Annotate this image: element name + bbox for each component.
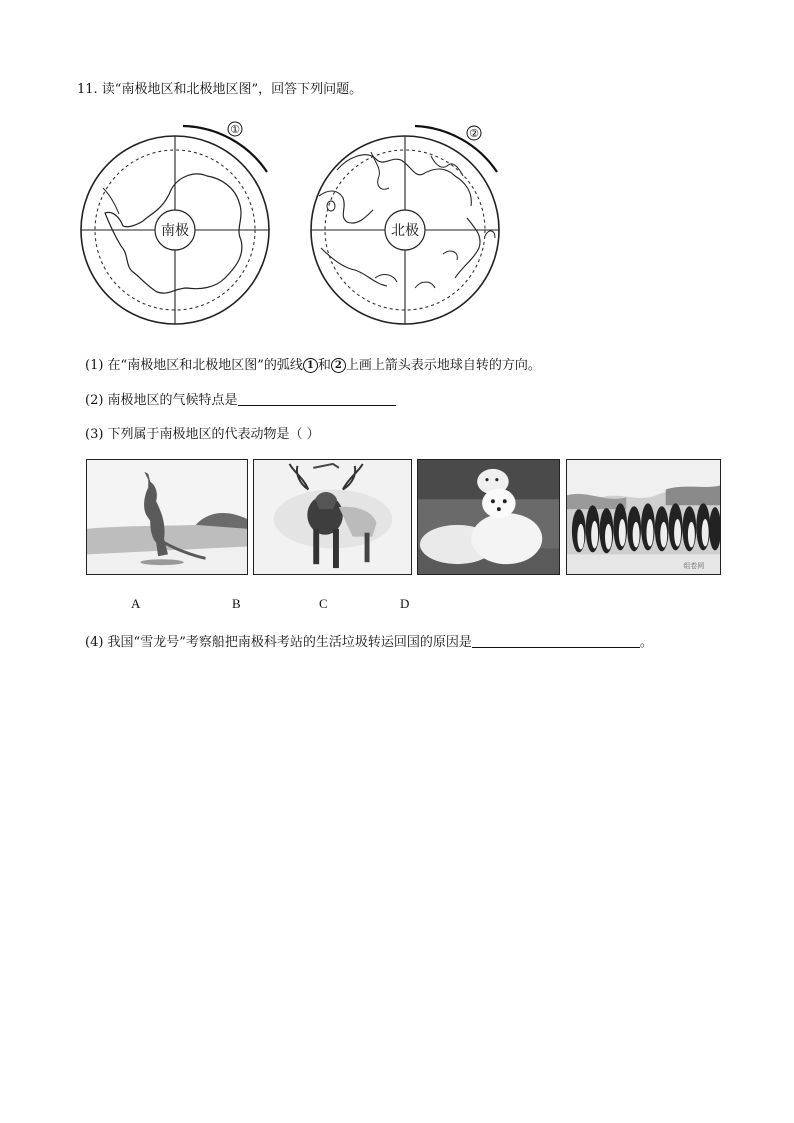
sub-question-4: (4) 我国“雪龙号”考察船把南极科考站的生活垃圾转运回国的原因是 。 [85, 635, 653, 650]
option-d-label[interactable]: D [400, 596, 410, 611]
polar-maps-figure [75, 118, 515, 333]
south-pole-map [81, 122, 269, 324]
answer-blank-4[interactable] [472, 633, 640, 648]
south-pole-label: 南极 [161, 223, 189, 239]
sub-question-3: (3) 下列属于南极地区的代表动物是（ ） [85, 427, 320, 442]
sub-question-2: (2) 南极地区的气候特点是 [85, 389, 396, 408]
answer-blank-2[interactable] [238, 391, 396, 406]
arctic-fox-photo [417, 459, 560, 575]
penguins-photo [566, 459, 721, 575]
north-pole-map [311, 126, 499, 324]
option-b-label[interactable]: B [232, 596, 241, 611]
arc-2-label: ② [469, 127, 479, 140]
option-c-label[interactable]: C [319, 596, 328, 611]
photo-watermark: 组卷网 [683, 562, 705, 571]
kangaroo-photo [86, 459, 248, 575]
option-a-label[interactable]: A [131, 596, 141, 611]
north-pole-label: 北极 [391, 223, 419, 239]
reindeer-photo [253, 459, 412, 575]
arc-1-label: ① [230, 123, 240, 136]
circled-mark-1: 1 [303, 358, 318, 373]
question-title: 11. 读“南极地区和北极地区图”，回答下列问题。 [77, 82, 363, 97]
sub-question-1: (1) 在“南极地区和北极地区图”的弧线 1 和 2 上画上箭头表示地球自转的方向。 [85, 358, 541, 373]
circled-mark-2: 2 [331, 358, 346, 373]
